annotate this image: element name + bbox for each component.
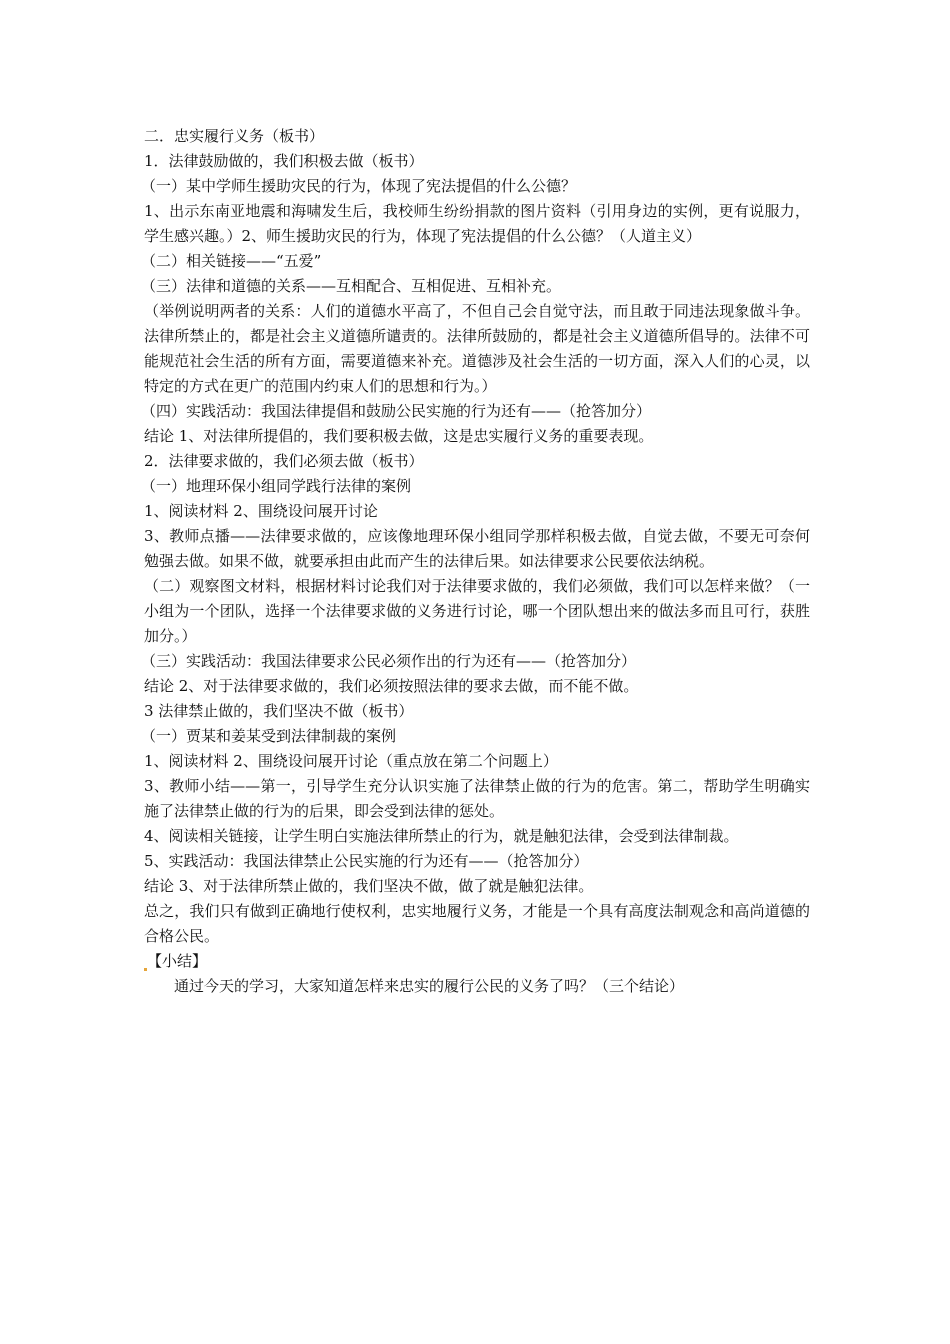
paragraph: 3、教师小结——第一，引导学生充分认识实施了法律禁止做的行为的危害。第二，帮助学生明确实施了法律禁止做的行为的后果，即会受到法律的惩处。	[144, 777, 810, 820]
text-line: 4、阅读相关链接，让学生明白实施法律所禁止的行为，就是触犯法律，会受到法律制裁。	[144, 827, 739, 845]
item-title: （三）实践活动：我国法律要求公民必须作出的行为还有——（抢答加分）	[141, 652, 637, 670]
summary-heading-row	[144, 949, 810, 974]
subsection-heading-3: 3 法律禁止做的，我们坚决不做（板书）	[144, 702, 414, 720]
text-line: 1、阅读材料 2、围绕设问展开讨论	[144, 502, 378, 520]
subsection-heading-2: 2．法律要求做的，我们必须去做（板书）	[144, 452, 424, 470]
document-body	[141, 124, 810, 999]
item-title: （一）地理环保小组同学践行法律的案例	[141, 477, 412, 495]
section-heading: 二．忠实履行义务（板书）	[144, 127, 325, 145]
item-title: （一）贾某和姜某受到法律制裁的案例	[141, 727, 397, 745]
summary-paragraph: 总之，我们只有做到正确地行使权利，忠实地履行义务，才能是一个具有高度法制观念和高尚道德的合格公民。	[144, 902, 810, 945]
item-title: （三）法律和道德的关系——互相配合、互相促进、互相补充。	[141, 277, 562, 295]
paragraph: 3、教师点播——法律要求做的，应该像地理环保小组同学那样积极去做，自觉去做，不要无可奈何勉强去做。如果不做，就要承担由此而产生的法律后果。如法律要求公民要依法纳税。	[144, 527, 810, 570]
conclusion-3: 结论 3、对于法律所禁止做的，我们坚决不做，做了就是触犯法律。	[144, 877, 594, 895]
paragraph: （举例说明两者的关系：人们的道德水平高了，不但自己会自觉守法，而且敢于同违法现象做斗争。法律所禁止的，都是社会主义道德所谴责的。法律所鼓励的，都是社会主义道德所倡导的。法律不可能规范社会生活的所有方面，需要道德来补充。道德涉及社会生活的一切方面，深入人们的心灵，以特定的方式在更广的范围内约束人们的思想和行为。）	[144, 302, 810, 395]
paragraph: 1、出示东南亚地震和海啸发生后，我校师生纷纷捐款的图片资料（引用身边的实例，更有说服力，学生感兴趣。）2、师生援助灾民的行为，体现了宪法提倡的什么公德？（人道主义）	[144, 202, 810, 245]
text-line: 5、实践活动：我国法律禁止公民实施的行为还有——（抢答加分）	[144, 852, 589, 870]
conclusion-1: 结论 1、对法律所提倡的，我们要积极去做，这是忠实履行义务的重要表现。	[144, 427, 654, 445]
item-title: （二）相关链接——“五爱”	[141, 252, 322, 270]
text-line: 1、阅读材料 2、围绕设问展开讨论（重点放在第二个问题上）	[144, 752, 558, 770]
item-title: （一）某中学师生援助灾民的行为，体现了宪法提倡的什么公德？	[141, 177, 577, 195]
subsection-heading-1: 1．法律鼓励做的，我们积极去做（板书）	[144, 152, 424, 170]
conclusion-2: 结论 2、对于法律要求做的，我们必须按照法律的要求去做，而不能不做。	[144, 677, 639, 695]
summary-heading: 【小结】	[147, 952, 208, 970]
item-title: （四）实践活动：我国法律提倡和鼓励公民实施的行为还有——（抢答加分）	[141, 402, 652, 420]
paragraph: （二）观察图文材料，根据材料讨论我们对于法律要求做的，我们必须做，我们可以怎样来做？（一小组为一个团队，选择一个法律要求做的义务进行讨论，哪一个团队想出来的做法多而且可行，获胜加分。）	[144, 577, 810, 645]
summary-text: 通过今天的学习，大家知道怎样来忠实的履行公民的义务了吗？（三个结论）	[174, 977, 685, 995]
